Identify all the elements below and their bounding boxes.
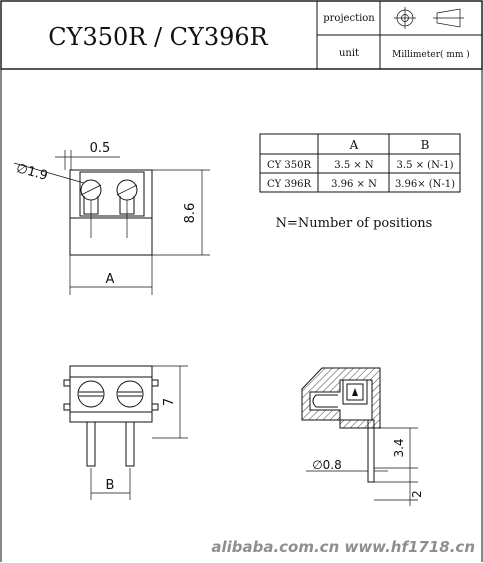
unit-label: unit [338, 48, 360, 59]
watermark: alibaba.com.cn www.hf1718.cn [211, 538, 475, 556]
table-cell: CY 396R [266, 179, 312, 190]
table-cell: CY 350R [266, 160, 312, 171]
dim-pin-diameter: ∅0.8 [312, 458, 342, 472]
dimension-table [260, 134, 460, 192]
table-header-a: A [349, 138, 359, 152]
model-title: CY350R / CY396R [48, 23, 268, 51]
table-cell: 3.96 × N [331, 179, 377, 190]
table-cell: 3.5 × (N-1) [396, 160, 454, 171]
dim-pin-length: 3.4 [392, 438, 406, 458]
unit-value: Millimeter( mm ) [392, 50, 470, 60]
dim-pin-spacing-b: B [105, 478, 115, 493]
table-header-b: B [420, 138, 430, 152]
dim-height: 8.6 [183, 202, 198, 224]
title-block [1, 1, 482, 69]
positions-note: N=Number of positions [275, 216, 433, 231]
table-cell: 3.5 × N [334, 160, 374, 171]
dim-width-a: A [105, 272, 115, 287]
dim-depth: 7 [162, 397, 177, 407]
projection-symbol-icon [394, 7, 464, 29]
table-cell: 3.96× (N-1) [394, 179, 456, 190]
front-view [14, 141, 210, 295]
dim-hole-diameter: ∅1.9 [14, 161, 50, 184]
side-section-view [302, 368, 424, 506]
dim-pin-extra: 2 [410, 490, 424, 498]
top-view [64, 366, 188, 500]
projection-label: projection [323, 13, 375, 24]
dim-0-5: 0.5 [89, 141, 111, 156]
